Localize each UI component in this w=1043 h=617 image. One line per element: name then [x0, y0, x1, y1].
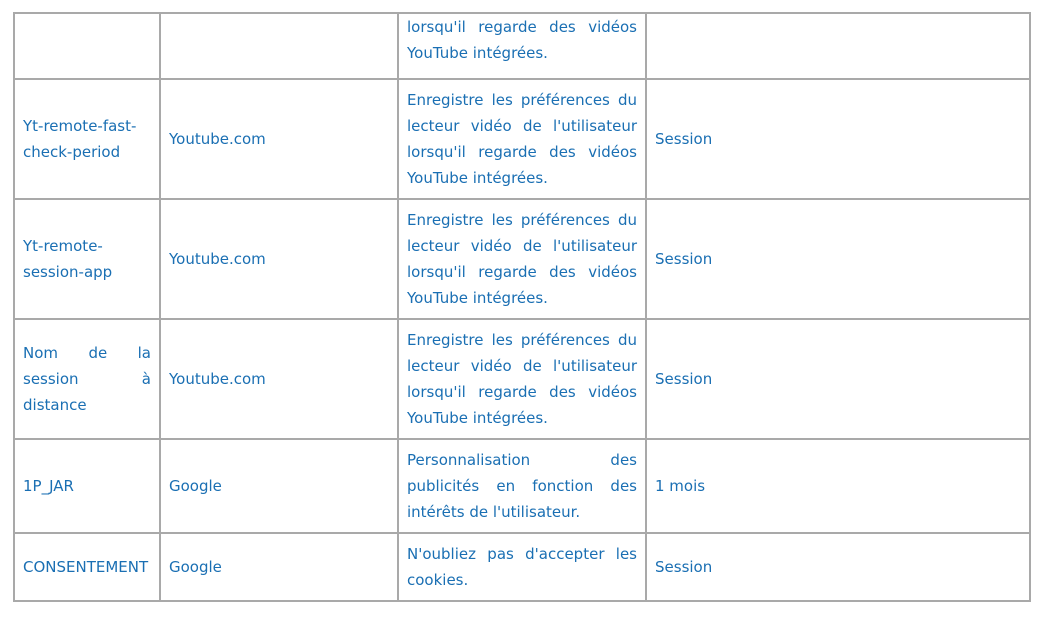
cookie-purpose: lorsqu'il regarde des vidéos YouTube intégrées. [407, 18, 637, 62]
cookie-provider-cell [160, 79, 398, 199]
cookie-purpose: N'oubliez pas d'accepter les cookies. [407, 545, 637, 589]
cookie-table [13, 12, 1031, 602]
cookie-purpose-cell [398, 199, 646, 319]
cookie-name: CONSENTEMENT [23, 558, 149, 576]
cookie-expiry: Session [655, 250, 713, 268]
cookie-expiry: 1 mois [655, 477, 706, 495]
cookie-name: Yt-remote-fast-check-period [23, 117, 137, 161]
cookie-name-cell [14, 199, 160, 319]
cookie-purpose-cell [398, 13, 646, 79]
cookie-provider: Youtube.com [169, 250, 266, 268]
cookie-purpose-cell [398, 439, 646, 533]
cookie-name-cell [14, 533, 160, 601]
cookie-expiry-cell [646, 79, 1030, 199]
table-row [14, 13, 1030, 79]
cookie-purpose-cell [398, 319, 646, 439]
cookie-expiry-cell [646, 439, 1030, 533]
cookie-provider-cell [160, 199, 398, 319]
cookie-expiry-cell [646, 13, 1030, 79]
table-row [14, 79, 1030, 199]
table-row [14, 199, 1030, 319]
cookie-expiry-cell [646, 533, 1030, 601]
table-row [14, 439, 1030, 533]
cookie-provider-cell [160, 533, 398, 601]
cookie-name: 1P_JAR [23, 477, 74, 495]
cookie-expiry: Session [655, 558, 713, 576]
table-row [14, 533, 1030, 601]
cookie-expiry: Session [655, 370, 713, 388]
cookie-provider: Google [169, 477, 222, 495]
cookie-provider-cell [160, 319, 398, 439]
cookie-name-cell [14, 13, 160, 79]
cookie-purpose-cell [398, 533, 646, 601]
cookie-provider: Youtube.com [169, 130, 266, 148]
cookie-name: Nom de la session à distance [23, 344, 151, 414]
cookie-purpose: Personnalisation des publicités en fonction des intérêts de l'utilisateur. [407, 451, 637, 521]
cookie-name-cell [14, 439, 160, 533]
cookie-name-cell [14, 79, 160, 199]
cookie-provider: Google [169, 558, 222, 576]
cookie-purpose: Enregistre les préférences du lecteur vidéo de l'utilisateur lorsqu'il regarde des vidéos YouTube intégrées. [407, 211, 637, 307]
cookie-name: Yt-remote-session-app [23, 237, 113, 281]
cookie-provider-cell [160, 439, 398, 533]
cookie-purpose: Enregistre les préférences du lecteur vidéo de l'utilisateur lorsqu'il regarde des vidéos YouTube intégrées. [407, 91, 637, 187]
cookie-purpose-cell [398, 79, 646, 199]
cookie-expiry-cell [646, 199, 1030, 319]
table-row [14, 319, 1030, 439]
cookie-expiry: Session [655, 130, 713, 148]
cookie-purpose: Enregistre les préférences du lecteur vidéo de l'utilisateur lorsqu'il regarde des vidéos YouTube intégrées. [407, 331, 637, 427]
cookie-provider-cell [160, 13, 398, 79]
cookie-name-cell [14, 319, 160, 439]
cookie-expiry-cell [646, 319, 1030, 439]
cookie-provider: Youtube.com [169, 370, 266, 388]
